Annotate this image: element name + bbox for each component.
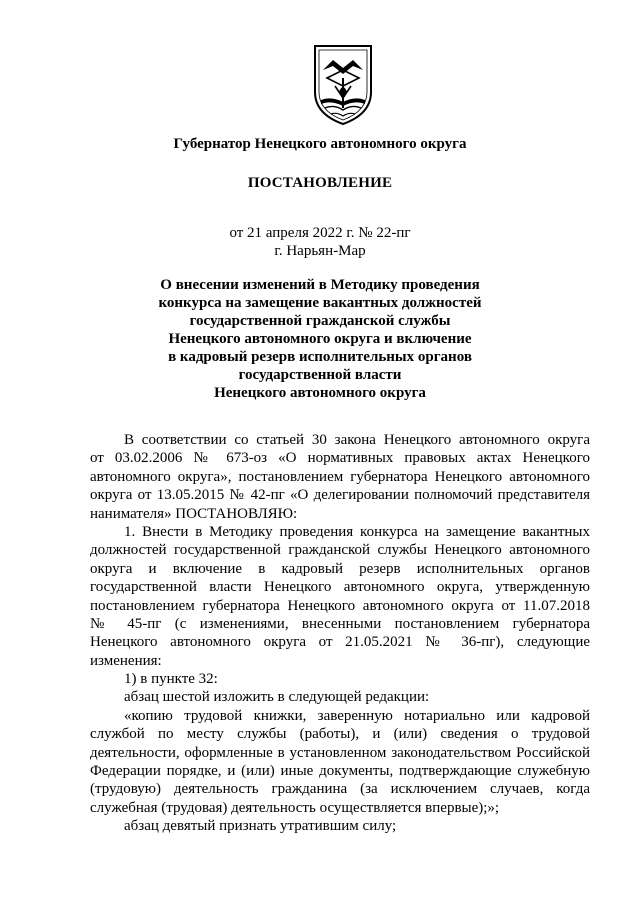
date-number: от 21 апреля 2022 г. № 22-пг — [229, 225, 411, 241]
body-line: 1) в пункте 32: — [124, 671, 218, 688]
body-line: Ненецкого автономного округа от 21.05.2021 № 36-пг), следующие — [90, 634, 590, 651]
document-type-heading: ПОСТАНОВЛЕНИЕ — [247, 175, 393, 191]
document-body — [90, 431, 590, 836]
body-line: абзац девятый признать утратившим силу; — [124, 818, 397, 835]
body-line: деятельности, оформленные в установленном законодательством Российской — [90, 744, 590, 761]
body-line: автономного округа», постановлением губернатора Ненецкого автономного — [90, 468, 590, 485]
title-line: в кадровый резерв исполнительных органов — [168, 349, 472, 365]
body-line: государственной власти Ненецкого автономного округа, утвержденную — [90, 579, 590, 596]
document-title — [0, 276, 640, 402]
body-line: абзац шестой изложить в следующей редакции: — [124, 689, 430, 706]
body-line: должностей государственной гражданской службы Ненецкого автономного — [90, 542, 590, 559]
body-line: нанимателя» ПОСТАНОВЛЯЮ: — [90, 505, 298, 522]
body-line: «копию трудовой книжки, заверенную нотариально или кадровой — [124, 707, 590, 724]
body-line: постановлением губернатора Ненецкого автономного округа от 11.07.2018 — [90, 597, 590, 614]
place: г. Нарьян-Мар — [274, 243, 366, 259]
title-line: государственной гражданской службы — [189, 313, 451, 329]
body-line: № 45-пг (с изменениями, внесенными постановлением губернатора — [90, 615, 590, 632]
body-line: В соответствии со статьей 30 закона Ненецкого автономного округа — [124, 432, 590, 448]
title-line: Ненецкого автономного округа — [214, 385, 426, 401]
body-line: служебная (трудовая) деятельность осуществляется впервые);»; — [90, 799, 500, 816]
body-line: от 03.02.2006 № 673-оз «О нормативных правовых актах Ненецкого — [90, 450, 590, 467]
coat-of-arms-emblem — [301, 40, 385, 128]
title-line: О внесении изменений в Методику проведения — [160, 277, 480, 293]
date-and-place — [0, 224, 640, 260]
issuer-heading: Губернатор Ненецкого автономного округа — [173, 136, 467, 152]
title-line: Ненецкого автономного округа и включение — [168, 331, 472, 347]
body-line: округа и включение в кадровый резерв исполнительных органов — [90, 560, 590, 577]
body-line: Федерации порядке, и (или) иные документы, подтверждающие служебную — [90, 763, 590, 780]
body-line: службой по месту службы (работы), и (или) сведения о трудовой — [90, 726, 590, 743]
title-line: конкурса на замещение вакантных должностей — [158, 295, 482, 311]
body-line: изменения: — [90, 652, 162, 669]
body-line: 1. Внести в Методику проведения конкурса на замещение вакантных — [124, 523, 590, 540]
body-line: (трудовую) деятельность гражданина (за исключением случаев, когда — [90, 781, 590, 798]
title-line: государственной власти — [238, 367, 402, 383]
body-line: округа от 13.05.2015 № 42-пг «О делегировании полномочий представителя — [90, 487, 590, 504]
